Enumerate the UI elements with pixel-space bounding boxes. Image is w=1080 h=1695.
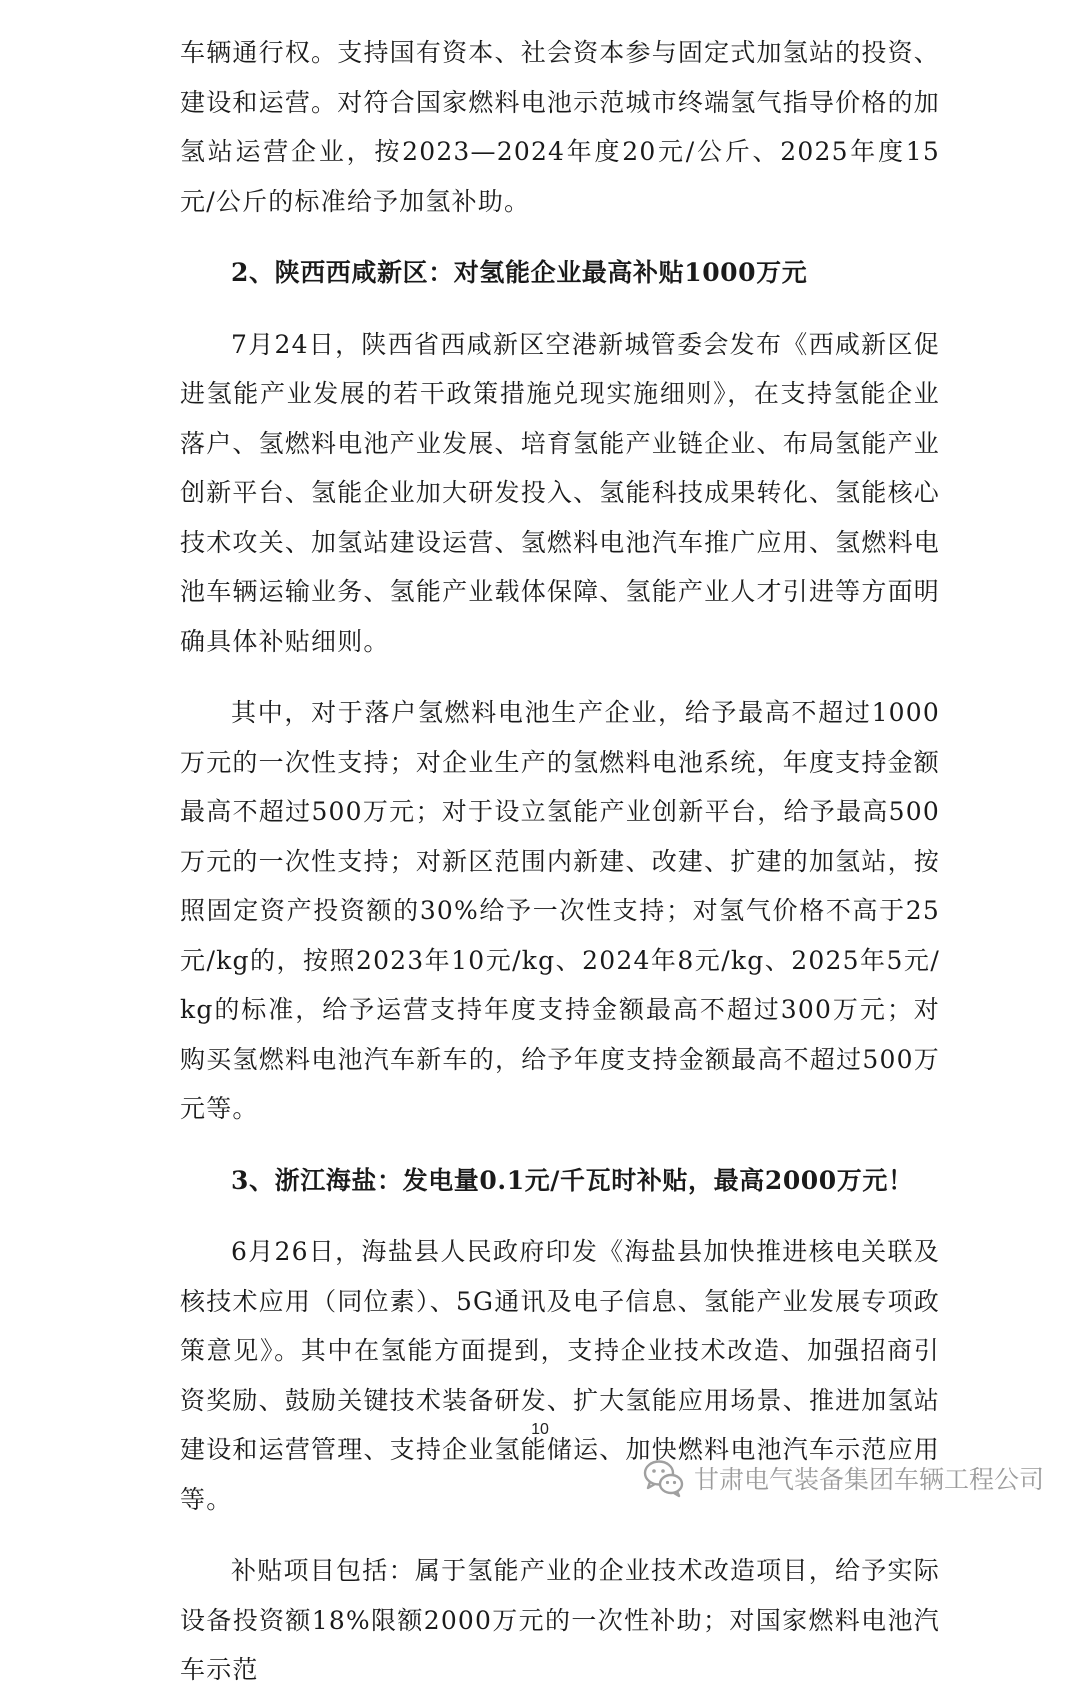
wechat-icon	[642, 1458, 686, 1498]
document-body	[180, 28, 940, 1695]
paragraph-5: 补贴项目包括：属于氢能产业的企业技术改造项目，给予实际设备投资额18%限额2000万元的一次性补助；对国家燃料电池汽车示范	[180, 1556, 940, 1684]
paragraph-2: 7月24日，陕西省西咸新区空港新城管委会发布《西咸新区促进氢能产业发展的若干政策措施兑现实施细则》，在支持氢能企业落户、氢燃料电池产业发展、培育氢能产业链企业、布局氢能产业创新平台、氢能企业加大研发投入、氢能科技成果转化、氢能核心技术攻关、加氢站建设运营、氢燃料电池汽车推广应用、氢燃料电池车辆运输业务、氢能产业载体保障、氢能产业人才引进等方面明确具体补贴细则。	[180, 329, 940, 656]
watermark-text: 甘肃电气装备集团车辆工程公司	[693, 1465, 1044, 1494]
page-number: 10	[531, 1421, 549, 1438]
paragraph-4: 6月26日，海盐县人民政府印发《海盐县加快推进核电关联及核技术应用（同位素）、5G通讯及电子信息、氢能产业发展专项政策意见》。其中在氢能方面提到，支持企业技术改造、加强招商引资奖励、鼓励关键技术装备研发、扩大氢能应用场景、推进加氢站建设和运营管理、支持企业氢能储运、加快燃料电池汽车示范应用等。	[180, 1237, 940, 1514]
paragraph-3: 其中，对于落户氢燃料电池生产企业，给予最高不超过1000万元的一次性支持；对企业生产的氢燃料电池系统，年度支持金额最高不超过500万元；对于设立氢能产业创新平台，给予最高500万元的一次性支持；对新区范围内新建、改建、扩建的加氢站，按照固定资产投资额的30%给予一次性支持；对氢气价格不高于25元/kg的，按照2023年10元/kg、2024年8元/kg、2025年5元/kg的标准，给予运营支持年度支持金额最高不超过300万元；对购买氢燃料电池汽车新车的，给予年度支持金额最高不超过500万元等。	[180, 698, 940, 1123]
section-heading-2: 2、陕西西咸新区：对氢能企业最高补贴1000万元	[231, 258, 808, 287]
section-heading-3: 3、浙江海盐：发电量0.1元/千瓦时补贴，最高2000万元！	[231, 1165, 914, 1195]
paragraph-1: 车辆通行权。支持国有资本、社会资本参与固定式加氢站的投资、建设和运营。对符合国家燃料电池示范城市终端氢气指导价格的加氢站运营企业，按2023—2024年度20元/公斤、2025年度15元/公斤的标准给予加氢补助。	[180, 38, 940, 216]
watermark	[642, 1458, 1044, 1498]
